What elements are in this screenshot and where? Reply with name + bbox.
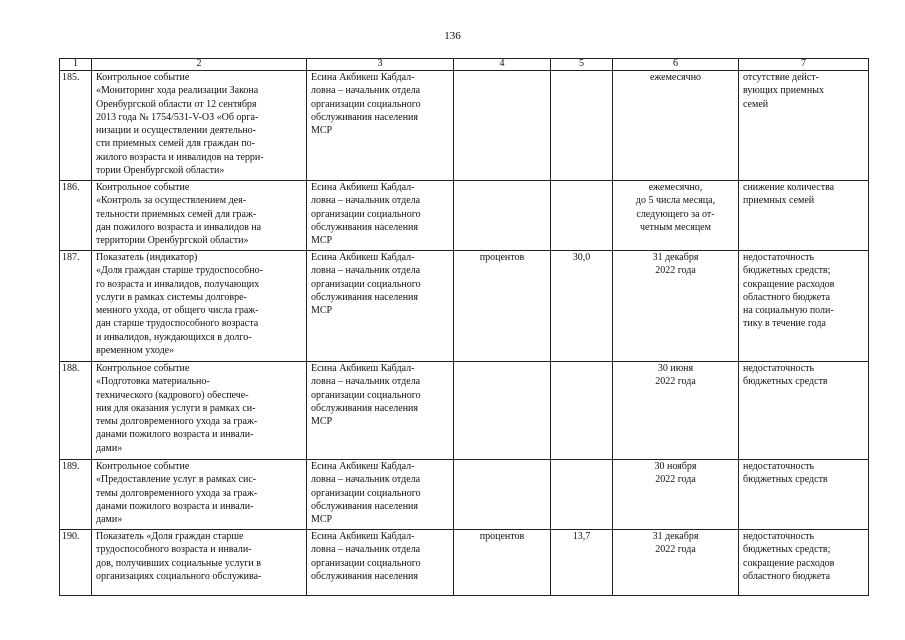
risk-cell xyxy=(739,530,869,596)
risk-line: бюджетных средств; xyxy=(743,544,831,556)
responsible-line: МСР xyxy=(311,514,333,526)
risk-line: сокращение расходов xyxy=(743,278,835,290)
responsible-cell xyxy=(307,181,454,251)
date-line: 31 декабря xyxy=(652,252,699,263)
event-line: Контрольное событие xyxy=(96,363,190,374)
risk-line: бюджетных средств; xyxy=(743,265,831,277)
page-number: 136 xyxy=(444,30,461,42)
date-line: 2022 года xyxy=(655,474,696,486)
unit-cell xyxy=(454,71,551,181)
event-line: менного ухода, от общего числа граж- xyxy=(96,305,259,317)
responsible-line: МСР xyxy=(311,416,333,428)
event-line: сти приемных семей для граждан по- xyxy=(96,138,256,150)
responsible-cell xyxy=(307,71,454,181)
responsible-line: Есина Акбикеш Кабдал- xyxy=(311,531,415,542)
event-cell xyxy=(92,71,307,181)
risk-line: областного бюджета xyxy=(743,570,831,582)
event-line: темы долговременного ухода за граж- xyxy=(96,416,258,428)
value-cell: 13,7 xyxy=(551,530,613,596)
risk-cell xyxy=(739,362,869,460)
responsible-line: организации социального xyxy=(311,487,421,499)
responsible-line: МСР xyxy=(311,125,333,137)
event-line: Контрольное событие xyxy=(96,72,190,83)
risk-cell xyxy=(739,71,869,181)
event-line: дов, получивших социальные услуги в xyxy=(96,557,262,569)
risk-line: недостаточность xyxy=(743,461,815,472)
column-header: 4 xyxy=(454,59,551,71)
responsible-line: ловна – начальник отдела xyxy=(311,265,421,277)
date-line: 30 июня xyxy=(657,363,694,374)
date-line: четным месяцем xyxy=(640,221,711,233)
event-cell xyxy=(92,362,307,460)
unit-cell: процентов xyxy=(454,251,551,362)
event-cell xyxy=(92,251,307,362)
table-row xyxy=(60,460,869,530)
responsible-line: ловна – начальник отдела xyxy=(311,376,421,388)
event-line: Показатель (индикатор) xyxy=(96,252,198,263)
event-line: дами» xyxy=(96,514,123,526)
date-line: до 5 числа месяца, xyxy=(635,195,716,207)
risk-line: отсутствие дейст- xyxy=(743,72,819,83)
event-line: Оренбургской области от 12 сентября xyxy=(96,98,257,110)
event-line: технического (кадрового) обеспече- xyxy=(96,389,249,401)
event-cell xyxy=(92,181,307,251)
risk-line: приемных семей xyxy=(743,195,815,207)
unit-cell xyxy=(454,362,551,460)
plan-table xyxy=(59,58,869,596)
date-line: 2022 года xyxy=(655,544,696,556)
event-line: Контрольное событие xyxy=(96,182,190,193)
date-cell xyxy=(613,71,739,181)
value-cell xyxy=(551,71,613,181)
value-cell xyxy=(551,181,613,251)
date-line: ежемесячно xyxy=(649,72,702,83)
risk-cell xyxy=(739,251,869,362)
column-number-row xyxy=(60,59,869,71)
date-line: ежемесячно, xyxy=(648,182,703,193)
responsible-line: МСР xyxy=(311,235,333,247)
risk-line: недостаточность xyxy=(743,363,815,374)
column-header: 7 xyxy=(739,59,869,71)
event-line: 2013 года № 1754/531-V-ОЗ «Об орга- xyxy=(96,111,259,123)
unit-cell xyxy=(454,460,551,530)
responsible-line: обслуживания населения xyxy=(311,291,418,303)
row-number: 188. xyxy=(60,362,92,460)
table-row xyxy=(60,530,869,596)
column-header: 3 xyxy=(307,59,454,71)
event-line: го возраста и инвалидов, получающих xyxy=(96,278,260,290)
event-line: низации и осуществлении деятельно- xyxy=(96,125,256,137)
responsible-line: Есина Акбикеш Кабдал- xyxy=(311,461,415,472)
responsible-line: обслуживания населения xyxy=(311,221,418,233)
risk-line: семей xyxy=(743,98,769,110)
responsible-line: организации социального xyxy=(311,278,421,290)
responsible-line: организации социального xyxy=(311,557,421,569)
responsible-line: ловна – начальник отдела xyxy=(311,474,421,486)
value-cell: 30,0 xyxy=(551,251,613,362)
date-line: 30 ноября xyxy=(654,461,697,472)
value-cell xyxy=(551,362,613,460)
date-line: 2022 года xyxy=(655,265,696,277)
event-line: дан пожилого возраста и инвалидов на xyxy=(96,221,262,233)
responsible-line: Есина Акбикеш Кабдал- xyxy=(311,182,415,193)
table-row xyxy=(60,251,869,362)
responsible-line: Есина Акбикеш Кабдал- xyxy=(311,72,415,83)
risk-line: бюджетных средств xyxy=(743,474,828,486)
date-cell xyxy=(613,251,739,362)
column-header: 1 xyxy=(60,59,92,71)
event-line: «Предоставление услуг в рамках сис- xyxy=(96,474,257,486)
event-line: услуги в рамках системы долговре- xyxy=(96,291,247,303)
event-line: трудоспособного возраста и инвали- xyxy=(96,544,252,556)
responsible-cell xyxy=(307,362,454,460)
column-header: 2 xyxy=(92,59,307,71)
responsible-line: организации социального xyxy=(311,208,421,220)
row-number: 186. xyxy=(60,181,92,251)
unit-cell xyxy=(454,181,551,251)
event-line: дами» xyxy=(96,442,123,454)
table-row xyxy=(60,71,869,181)
row-number: 185. xyxy=(60,71,92,181)
row-number: 187. xyxy=(60,251,92,362)
event-line: «Контроль за осуществлением дея- xyxy=(96,195,247,207)
event-line: данами пожилого возраста и инвали- xyxy=(96,429,254,441)
event-line: Контрольное событие xyxy=(96,461,190,472)
event-line: дан старше трудоспособного возраста xyxy=(96,318,259,330)
risk-line: сокращение расходов xyxy=(743,557,835,569)
table-row xyxy=(60,362,869,460)
event-cell xyxy=(92,530,307,596)
event-line: данами пожилого возраста и инвали- xyxy=(96,500,254,512)
event-cell xyxy=(92,460,307,530)
responsible-line: ловна – начальник отдела xyxy=(311,85,421,97)
risk-line: тику в течение года xyxy=(743,318,826,330)
responsible-line: организации социального xyxy=(311,98,421,110)
risk-line: снижение количества xyxy=(743,182,835,193)
responsible-line: МСР xyxy=(311,305,333,317)
column-header: 6 xyxy=(613,59,739,71)
responsible-line: Есина Акбикеш Кабдал- xyxy=(311,363,415,374)
risk-line: бюджетных средств xyxy=(743,376,828,388)
risk-line: областного бюджета xyxy=(743,291,831,303)
table-body xyxy=(60,59,869,596)
event-line: жилого возраста и инвалидов на терри- xyxy=(96,151,264,163)
event-line: и инвалидов, нуждающихся в долго- xyxy=(96,331,252,343)
responsible-line: обслуживания населения xyxy=(311,402,418,414)
event-line: Показатель «Доля граждан старше xyxy=(96,531,244,542)
responsible-line: ловна – начальник отдела xyxy=(311,195,421,207)
row-number: 190. xyxy=(60,530,92,596)
date-cell xyxy=(613,362,739,460)
event-line: «Мониторинг хода реализации Закона xyxy=(96,85,259,97)
risk-cell xyxy=(739,181,869,251)
responsible-cell xyxy=(307,251,454,362)
risk-line: на социальную поли- xyxy=(743,305,834,317)
responsible-line: Есина Акбикеш Кабдал- xyxy=(311,252,415,263)
row-number: 189. xyxy=(60,460,92,530)
event-line: «Подготовка материально- xyxy=(96,376,210,388)
date-line: 2022 года xyxy=(655,376,696,388)
table-row xyxy=(60,181,869,251)
column-header: 5 xyxy=(551,59,613,71)
unit-cell: процентов xyxy=(454,530,551,596)
date-cell xyxy=(613,460,739,530)
risk-line: недостаточность xyxy=(743,531,815,542)
date-cell xyxy=(613,181,739,251)
date-line: следующего за от- xyxy=(636,208,715,220)
responsible-line: обслуживания населения xyxy=(311,500,418,512)
responsible-line: ловна – начальник отдела xyxy=(311,544,421,556)
event-line: «Доля граждан старше трудоспособно- xyxy=(96,265,263,277)
responsible-cell xyxy=(307,460,454,530)
responsible-line: обслуживания населения xyxy=(311,570,418,582)
event-line: тельности приемных семей для граж- xyxy=(96,208,257,220)
date-cell xyxy=(613,530,739,596)
event-line: темы долговременного ухода за граж- xyxy=(96,487,258,499)
responsible-cell xyxy=(307,530,454,596)
event-line: тории Оренбургской области» xyxy=(96,165,225,177)
value-cell xyxy=(551,460,613,530)
date-line: 31 декабря xyxy=(652,531,699,542)
risk-line: недостаточность xyxy=(743,252,815,263)
event-line: ния для оказания услуги в рамках си- xyxy=(96,402,256,414)
risk-cell xyxy=(739,460,869,530)
event-line: территории Оренбургской области» xyxy=(96,235,249,247)
responsible-line: организации социального xyxy=(311,389,421,401)
responsible-line: обслуживания населения xyxy=(311,111,418,123)
event-line: временном уходе» xyxy=(96,345,175,357)
event-line: организациях социального обслужива- xyxy=(96,570,262,582)
risk-line: вующих приемных xyxy=(743,85,824,97)
